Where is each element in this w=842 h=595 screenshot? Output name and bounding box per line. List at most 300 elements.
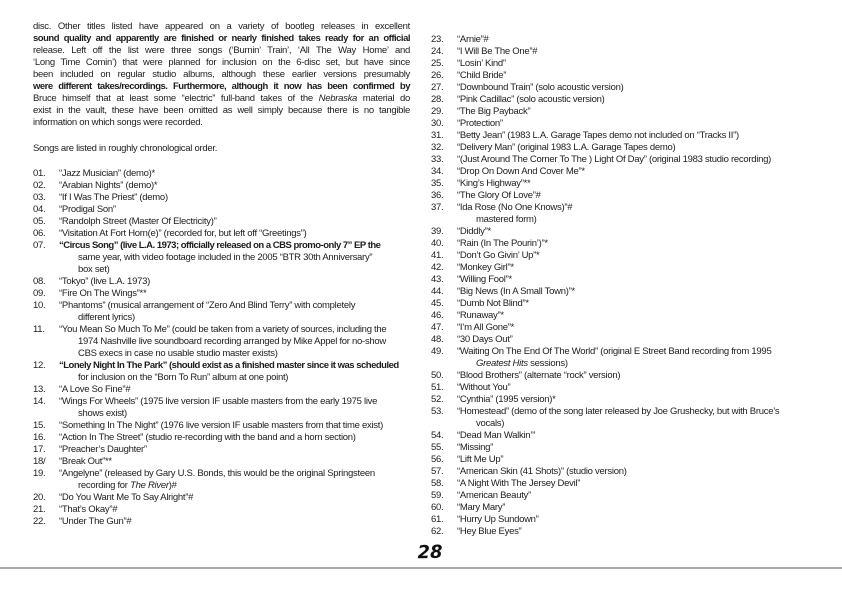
song-title-line (59, 432, 410, 444)
song-title-line (457, 190, 833, 202)
song-text (59, 456, 410, 468)
text-segment: different lyrics) (78, 312, 135, 323)
text-segment: sound quality and apparently are finished or nearly finished takes ready for an official (33, 33, 410, 44)
text-segment: “I Will Be The One”# (457, 46, 538, 57)
song-number: 62. (431, 526, 444, 537)
song-title-line (457, 406, 833, 418)
song-text (457, 166, 833, 178)
song-title-line (457, 466, 833, 478)
song-title-line (457, 478, 833, 490)
song-title-line (59, 516, 410, 528)
song-list-item (431, 430, 833, 442)
text-segment: “Dead Man Walkin’” (457, 430, 536, 441)
song-list-item (431, 514, 833, 526)
italic-text: The River (130, 480, 169, 491)
song-list-item (431, 250, 833, 262)
text-segment: “Dumb Not Blind”* (457, 298, 529, 309)
song-list-item (431, 238, 833, 250)
song-number: 55. (431, 442, 444, 453)
song-text (457, 34, 833, 46)
text-segment: “Hey Blue Eyes” (457, 526, 522, 537)
intro-paragraph (33, 21, 410, 129)
song-number: 22. (33, 516, 46, 527)
text-segment: “Cynthia” (1995 version)* (457, 394, 556, 405)
song-number: 45. (431, 298, 444, 309)
song-number: 56. (431, 454, 444, 465)
song-number: 49. (431, 346, 444, 357)
song-text (59, 276, 410, 288)
text-segment: “Jazz Musician” (demo)* (59, 168, 155, 179)
song-list-item (33, 300, 410, 324)
paragraph-line (33, 81, 410, 93)
song-list-item (431, 274, 833, 286)
text-segment: mastered form) (476, 214, 537, 225)
song-title-line (457, 82, 833, 94)
song-list-item (33, 396, 410, 420)
song-continuation-line (59, 252, 410, 264)
song-list-item (431, 46, 833, 58)
song-text (457, 346, 833, 370)
song-title-line (457, 34, 833, 46)
song-list-right (431, 34, 833, 538)
song-title-line (59, 384, 410, 396)
song-number: 42. (431, 262, 444, 273)
text-segment: “King’s Highway”** (457, 178, 531, 189)
song-number: 48. (431, 334, 444, 345)
text-segment: “Visitation At Fort Horn(e)” (recorded for, but left off “Greetings”) (59, 228, 307, 239)
song-title-line (457, 394, 833, 406)
song-title-line (457, 178, 833, 190)
song-list-item (431, 118, 833, 130)
song-text (59, 384, 410, 396)
song-list-item (33, 192, 410, 204)
text-segment: “Phantoms” (musical arrangement of “Zero And Blind Terry” with completely (59, 300, 356, 311)
song-number: 03. (33, 192, 46, 203)
song-list-item (431, 190, 833, 202)
song-list-item (431, 526, 833, 538)
song-title-line (457, 58, 833, 70)
song-title-line (457, 262, 833, 274)
song-number: 35. (431, 178, 444, 189)
song-text (457, 514, 833, 526)
song-title-line (59, 324, 410, 336)
text-segment: sessions) (527, 358, 568, 369)
song-list-item (33, 168, 410, 180)
song-title-line (457, 250, 833, 262)
song-text (457, 190, 833, 202)
text-segment: were different takes/recordings. Furthermore, although it now has been confirmed by (33, 81, 410, 92)
song-text (457, 130, 833, 142)
song-number: 01. (33, 168, 46, 179)
italic-text: Nebraska (318, 93, 358, 104)
song-text (457, 274, 833, 286)
song-text (457, 454, 833, 466)
song-title-line (457, 202, 833, 214)
text-segment: disc. Other titles listed have appeared on a variety of bootleg releases in excellent (33, 21, 410, 32)
song-text (457, 226, 833, 238)
song-title-line (457, 106, 833, 118)
text-segment: been included on regular studio albums, although these earlier versions presumably (33, 69, 410, 80)
song-continuation-line (457, 358, 833, 370)
text-segment: “Fire On The Wings”** (59, 288, 147, 299)
song-title-line (457, 502, 833, 514)
song-number: 27. (431, 82, 444, 93)
song-text (457, 394, 833, 406)
song-title-line (59, 276, 410, 288)
song-continuation-line (59, 336, 410, 348)
song-text (457, 154, 833, 166)
song-number: 33. (431, 154, 444, 165)
song-number: 61. (431, 514, 444, 525)
song-title-line (59, 168, 410, 180)
song-list-item (431, 94, 833, 106)
song-title-line (457, 430, 833, 442)
song-title-line (457, 166, 833, 178)
song-number: 09. (33, 288, 46, 299)
song-list-item (431, 142, 833, 154)
song-text (59, 300, 410, 324)
text-segment: “Wings For Wheels” (1975 live version IF usable masters from the early 1975 live (59, 396, 378, 407)
song-list-item (33, 444, 410, 456)
text-segment: “The Glory Of Love”# (457, 190, 541, 201)
text-segment: “Protection” (457, 118, 503, 129)
song-title-line (59, 228, 410, 240)
text-segment: “Arnie”# (457, 34, 489, 45)
text-segment: “Angelyne” (released by Gary U.S. Bonds, this would be the original Springsteen (59, 468, 375, 479)
song-number: 58. (431, 478, 444, 489)
text-segment: “Don’t Go Givin’ Up”* (457, 250, 540, 261)
song-list-item (33, 276, 410, 288)
song-title-line (457, 454, 833, 466)
text-segment: “Hurry Up Sundown” (457, 514, 539, 525)
song-title-line (457, 442, 833, 454)
song-number: 60. (431, 502, 444, 513)
song-list-item (431, 394, 833, 406)
text-segment: “30 Days Out” (457, 334, 513, 345)
song-list-item (431, 82, 833, 94)
song-list-item (431, 454, 833, 466)
song-text (457, 82, 833, 94)
text-segment: “Circus Song” (live L.A. 1973; officially released on a CBS promo-only 7” EP the (59, 240, 381, 251)
song-continuation-line (59, 408, 410, 420)
song-text (59, 288, 410, 300)
song-text (457, 310, 833, 322)
paragraph-line (33, 21, 410, 33)
song-text (457, 58, 833, 70)
song-title-line (457, 154, 833, 166)
song-text (457, 118, 833, 130)
song-text (59, 192, 410, 204)
song-number: 13. (33, 384, 46, 395)
song-number: 29. (431, 106, 444, 117)
song-list-item (33, 456, 410, 468)
song-text (457, 466, 833, 478)
text-segment: “Monkey Girl”* (457, 262, 514, 273)
song-number: 16. (33, 432, 46, 443)
song-number: 30. (431, 118, 444, 129)
song-number: 10. (33, 300, 46, 311)
song-list-item (431, 346, 833, 370)
song-continuation-line (59, 372, 410, 384)
song-continuation-line (59, 348, 410, 360)
song-number: 54. (431, 430, 444, 441)
song-list-item (431, 310, 833, 322)
text-segment: “That’s Okay”# (59, 504, 118, 515)
song-list-item (33, 228, 410, 240)
song-text (59, 180, 410, 192)
song-number: 08. (33, 276, 46, 287)
text-segment: “Runaway”* (457, 310, 504, 321)
song-number: 26. (431, 70, 444, 81)
song-continuation-line (59, 480, 410, 492)
paragraph-line (33, 45, 410, 57)
song-title-line (457, 46, 833, 58)
song-number: 46. (431, 310, 444, 321)
song-title-line (59, 396, 410, 408)
song-number: 17. (33, 444, 46, 455)
song-list-item (431, 106, 833, 118)
song-list-item (33, 180, 410, 192)
song-continuation-line (457, 418, 833, 430)
text-segment: “Prodigal Son” (59, 204, 116, 215)
song-number: 53. (431, 406, 444, 417)
song-list-item (431, 262, 833, 274)
song-title-line (457, 94, 833, 106)
song-list-item (33, 360, 410, 384)
song-text (457, 202, 833, 226)
text-segment: ‘Long Time Comin’) that were planned for inclusion on the 6-disc set, but have since (33, 57, 410, 68)
song-number: 40. (431, 238, 444, 249)
left-column (33, 21, 410, 528)
song-number: 31. (431, 130, 444, 141)
song-number: 57. (431, 466, 444, 477)
text-segment: “If I Was The Priest” (demo) (59, 192, 168, 203)
song-list-item (33, 492, 410, 504)
song-list-item (431, 130, 833, 142)
song-title-line (457, 310, 833, 322)
song-number: 18/ (33, 456, 46, 467)
song-text (59, 492, 410, 504)
text-segment: “Blood Brothers” (alternate “rock” version) (457, 370, 621, 381)
text-segment: “You Mean So Much To Me” (could be taken from a variety of sources, including the (59, 324, 387, 335)
song-list-item (431, 334, 833, 346)
text-segment: “Preacher’s Daughter” (59, 444, 147, 455)
text-segment: “Delivery Man” (original 1983 L.A. Garage Tapes demo) (457, 142, 676, 153)
song-text (457, 370, 833, 382)
text-segment: information on which songs were recorded. (33, 117, 203, 128)
song-number: 50. (431, 370, 444, 381)
right-column (431, 21, 833, 538)
song-text (59, 504, 410, 516)
text-segment: “Do You Want Me To Say Alright”# (59, 492, 194, 503)
song-number: 04. (33, 204, 46, 215)
song-title-line (457, 274, 833, 286)
text-segment: “Downbound Train” (solo acoustic version) (457, 82, 624, 93)
song-text (457, 178, 833, 190)
song-number: 24. (431, 46, 444, 57)
italic-text: Greatest Hits (476, 358, 528, 369)
text-segment: “I’m All Gone”* (457, 322, 515, 333)
song-text (457, 106, 833, 118)
song-title-line (59, 456, 410, 468)
song-list-item (431, 490, 833, 502)
song-title-line (59, 420, 410, 432)
text-segment: “Lonely Night In The Park” (should exist as a finished master since it was scheduled (59, 360, 399, 371)
paragraph-line (33, 69, 410, 81)
text-segment: Bruce himself that at least some “electric” full-band takes of the (33, 93, 319, 104)
text-segment: “Losin’ Kind” (457, 58, 506, 69)
song-list-item (33, 504, 410, 516)
song-text (457, 298, 833, 310)
song-title-line (457, 490, 833, 502)
song-text (457, 250, 833, 262)
song-title-line (457, 238, 833, 250)
song-text (457, 490, 833, 502)
song-text (457, 334, 833, 346)
paragraph-line (33, 57, 410, 69)
song-number: 12. (33, 360, 46, 371)
song-list-item (33, 384, 410, 396)
text-segment: CBS execs in case no usable studio master exists) (78, 348, 278, 359)
text-segment: “Something In The Night” (1976 live version IF usable masters from that time exist) (59, 420, 384, 431)
text-segment: “Mary Mary” (457, 502, 506, 513)
song-text (457, 478, 833, 490)
text-segment: “Action In The Street” (studio re-recording with the band and a horn section) (59, 432, 356, 443)
text-segment: for inclusion on the “Born To Run” album at one point) (78, 372, 289, 383)
page-bottom-rule (0, 567, 842, 569)
text-segment: “A Love So Fine”# (59, 384, 131, 395)
song-text (457, 238, 833, 250)
song-list-item (431, 502, 833, 514)
song-list-item (431, 226, 833, 238)
song-continuation-line (59, 312, 410, 324)
paragraph-line (33, 105, 410, 117)
text-segment: “The Big Payback” (457, 106, 531, 117)
text-segment: “Missing” (457, 442, 494, 453)
song-continuation-line (59, 264, 410, 276)
text-segment: “Willing Fool”* (457, 274, 512, 285)
text-segment: “A Night With The Jersey Devil” (457, 478, 581, 489)
paragraph-line (33, 33, 410, 45)
song-number: 20. (33, 492, 46, 503)
text-segment: release. Left off the list were three songs (‘Burnin’ Train’, ‘All The Way Home’ and (33, 45, 410, 56)
song-list-item (431, 70, 833, 82)
song-text (457, 442, 833, 454)
song-text (457, 286, 833, 298)
text-segment: “Arabian Nights” (demo)* (59, 180, 158, 191)
song-list-item (33, 204, 410, 216)
song-text (457, 526, 833, 538)
text-segment: exist in the vault, these have been omitted as well simply because there is no tangible (33, 105, 410, 116)
song-list-item (431, 466, 833, 478)
song-title-line (457, 142, 833, 154)
paragraph-line (33, 93, 410, 105)
song-text (457, 70, 833, 82)
song-title-line (457, 526, 833, 538)
song-list-item (431, 298, 833, 310)
text-segment: recording for (78, 480, 131, 491)
song-list-item (431, 166, 833, 178)
song-list-item (33, 216, 410, 228)
song-list-item (431, 322, 833, 334)
song-text (457, 46, 833, 58)
song-text (457, 382, 833, 394)
song-list-item (431, 154, 833, 166)
song-number: 06. (33, 228, 46, 239)
text-segment: 1974 Nashville live soundboard recording arranged by Mike Appel for no-show (78, 336, 386, 347)
text-segment: vocals) (476, 418, 505, 429)
song-text (59, 204, 410, 216)
song-list-item (431, 178, 833, 190)
song-list-item (431, 286, 833, 298)
song-list-item (431, 382, 833, 394)
song-number: 39. (431, 226, 444, 237)
song-title-line (457, 118, 833, 130)
song-text (457, 502, 833, 514)
song-title-line (457, 370, 833, 382)
song-number: 15. (33, 420, 46, 431)
song-number: 32. (431, 142, 444, 153)
paragraph-line (33, 117, 410, 129)
song-list-item (431, 58, 833, 70)
song-title-line (59, 192, 410, 204)
song-number: 11. (33, 324, 45, 335)
text-segment: same year, with video footage included in the 2005 “BTR 30th Anniversary” (78, 252, 373, 263)
song-number: 36. (431, 190, 444, 201)
text-segment: “American Beauty” (457, 490, 531, 501)
song-list-item (431, 202, 833, 226)
text-segment: “Tokyo” (live L.A. 1973) (59, 276, 150, 287)
song-text (457, 262, 833, 274)
song-number: 21. (33, 504, 46, 515)
song-list-item (33, 516, 410, 528)
song-number: 47. (431, 322, 444, 333)
page-number: 28 (417, 541, 443, 564)
song-number: 02. (33, 180, 46, 191)
song-text (457, 94, 833, 106)
song-list-item (431, 442, 833, 454)
text-segment: “Homestead” (demo of the song later released by Joe Grushecky, but with Bruce’s (457, 406, 780, 417)
song-list-left (33, 168, 410, 528)
song-title-line (457, 334, 833, 346)
song-number: 28. (431, 94, 444, 105)
song-list-item (431, 370, 833, 382)
song-text (59, 216, 410, 228)
text-segment: “Diddly”* (457, 226, 491, 237)
song-number: 52. (431, 394, 444, 405)
song-number: 07. (33, 240, 46, 251)
song-text (59, 240, 410, 276)
song-number: 23. (431, 34, 444, 45)
text-segment: material do (357, 93, 410, 104)
song-title-line (59, 504, 410, 516)
text-segment: “Big News (In A Small Town)”* (457, 286, 575, 297)
song-continuation-line (457, 214, 833, 226)
song-list-item (431, 406, 833, 430)
song-number: 19. (33, 468, 46, 479)
song-title-line (59, 204, 410, 216)
song-list-item (33, 432, 410, 444)
song-text (457, 406, 833, 430)
song-text (59, 396, 410, 420)
song-title-line (457, 286, 833, 298)
song-text (457, 142, 833, 154)
song-number: 41. (431, 250, 444, 261)
song-number: 25. (431, 58, 444, 69)
text-segment: “American Skin (41 Shots)” (studio version) (457, 466, 627, 477)
text-segment: “Break Out”** (59, 456, 112, 467)
song-title-line (59, 468, 410, 480)
